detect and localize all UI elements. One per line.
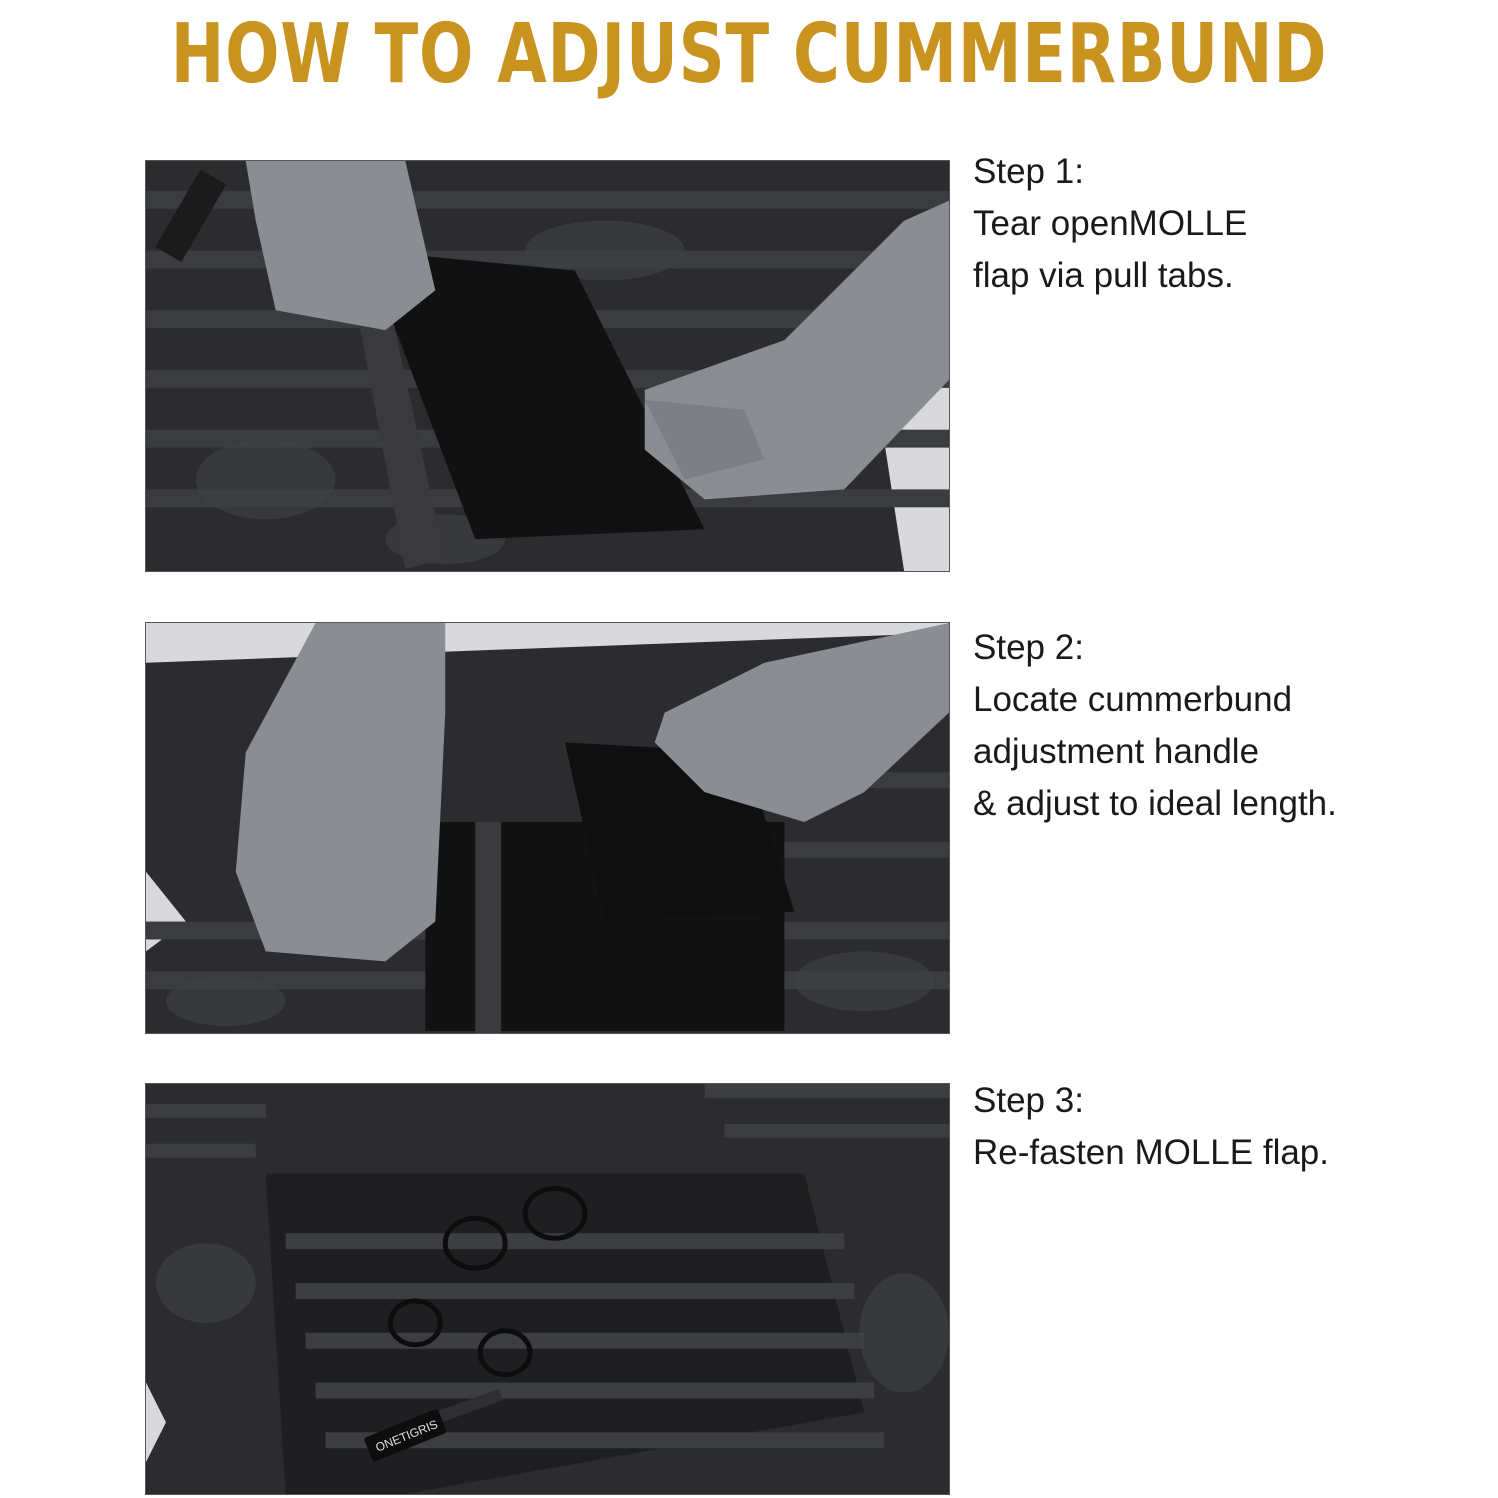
step-1-line-2: flap via pull tabs. (973, 256, 1234, 295)
step-1-text (973, 146, 1247, 302)
step-3-heading: Step 3: (973, 1081, 1084, 1120)
step-3-line-1: Re-fasten MOLLE flap. (973, 1133, 1329, 1172)
step-2-line-3: & adjust to ideal length. (973, 784, 1337, 823)
step-2-photo (145, 622, 950, 1034)
step-2-heading: Step 2: (973, 628, 1084, 667)
step-2-line-1: Locate cummerbund (973, 680, 1293, 719)
brand-patch-text: ONETIGRIS (373, 1417, 440, 1455)
page-title: HOW TO ADJUST CUMMERBUND (170, 7, 1328, 102)
step-2-text (973, 622, 1337, 830)
step-1-photo (145, 160, 950, 572)
step-3-text (973, 1075, 1329, 1179)
step-1-heading: Step 1: (973, 152, 1084, 191)
step-2-line-2: adjustment handle (973, 732, 1260, 771)
step-3-photo (145, 1083, 950, 1495)
step-1-line-1: Tear openMOLLE (973, 204, 1248, 243)
